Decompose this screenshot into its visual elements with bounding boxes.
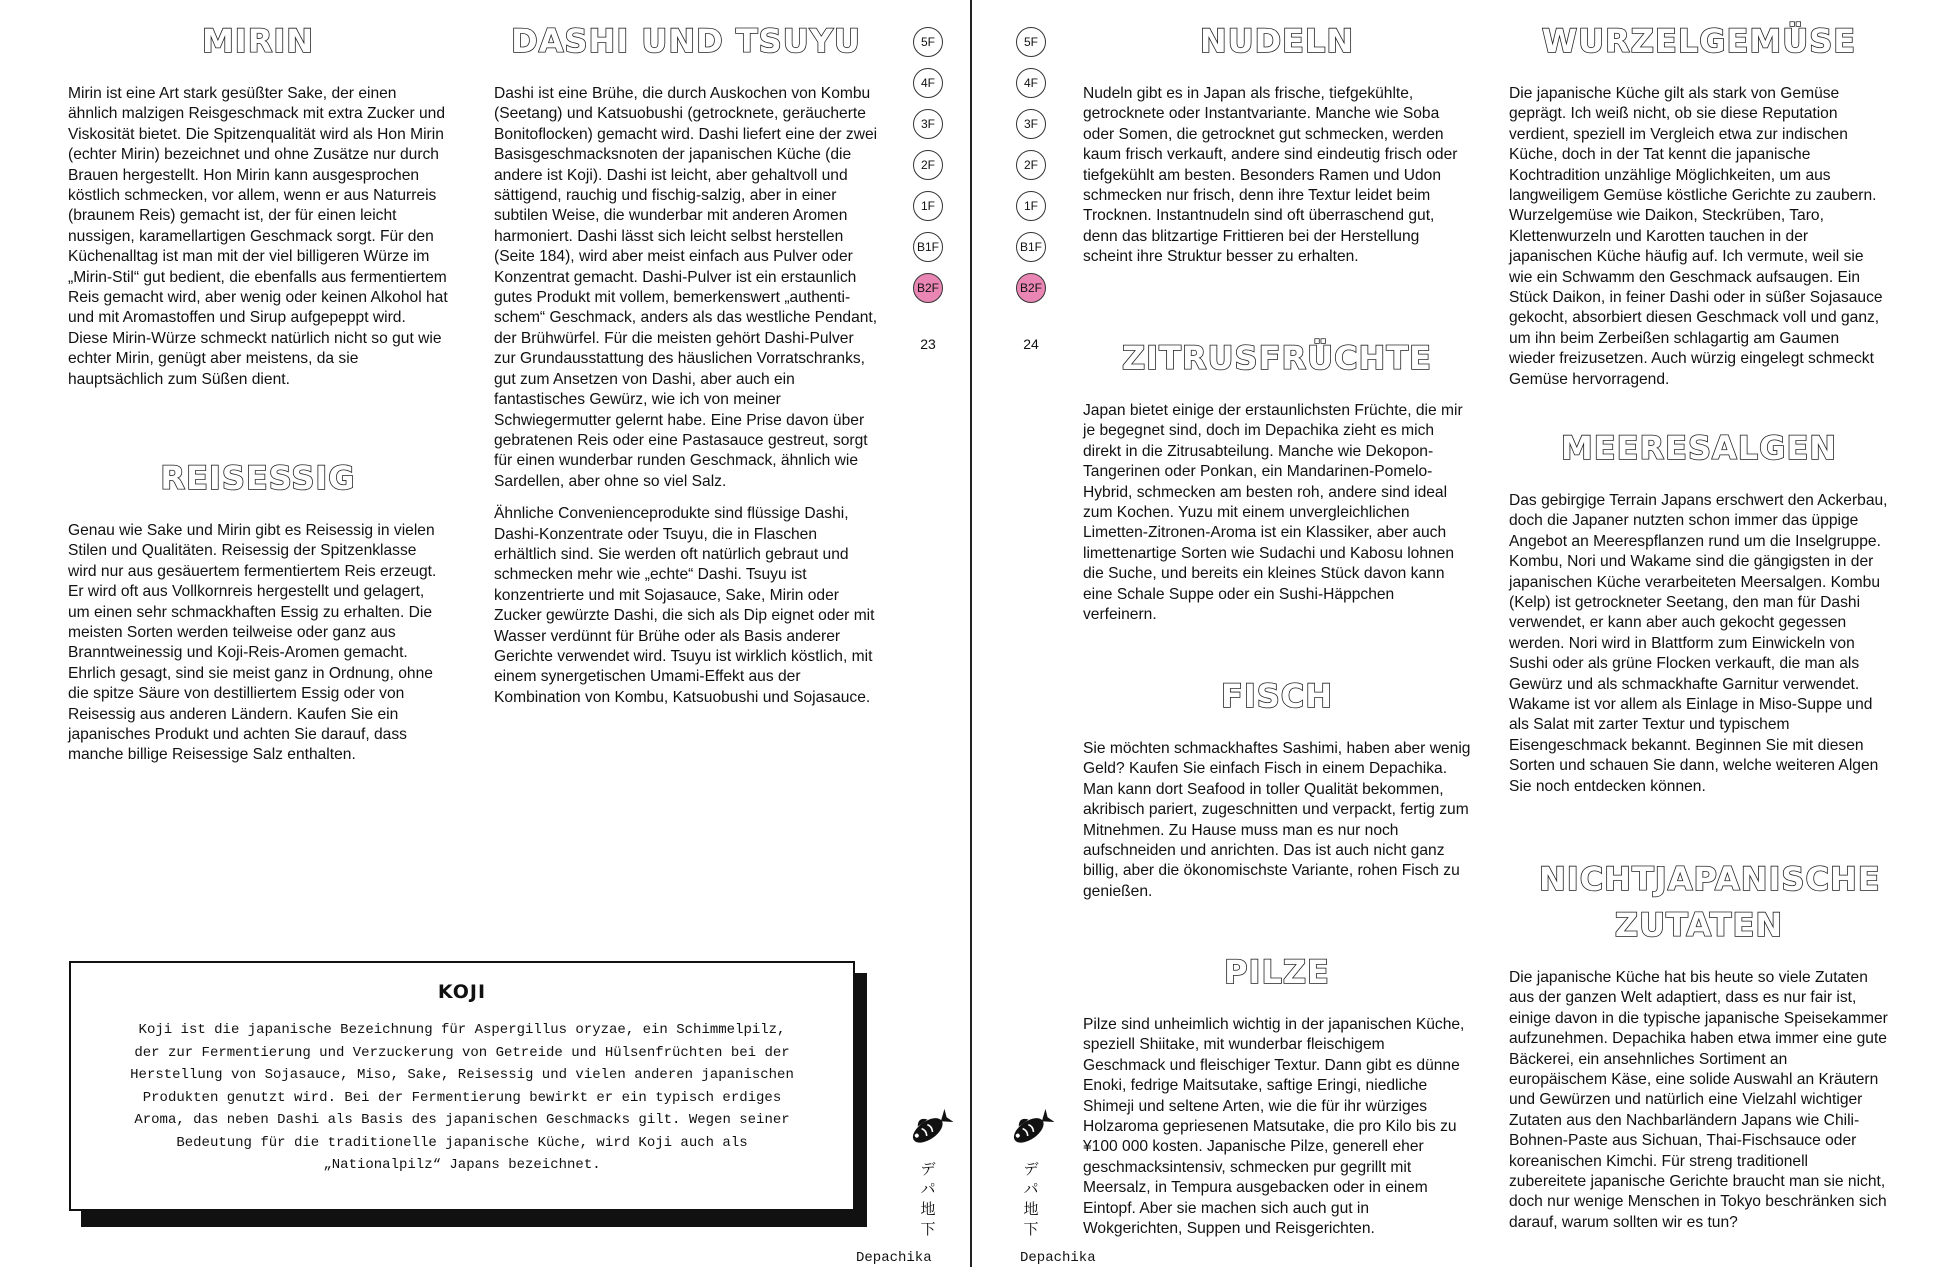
algen-section — [1509, 425, 1889, 809]
wurzel-section — [1509, 18, 1889, 402]
dashi-text-2: Ähnliche Convenienceprodukte sind flüssige Dashi, Dashi-Konzentrate oder Tsuyu, die in Flaschen erhältlich sind. Sie werden oft natürlich gebraut und schmecken mehr wie „echte“ Dashi. Tsuyu ist konzentrierte und mit Sojasauce, Sake, Mirin oder Zucker gewürzte Dashi, die sich als Dip eignet oder mit Wasser verdünnt für Brühe oder als Basis anderer Gerichte verwendet wird. Tsuyu ist wirklich köstlich, mit einem synergetischen Umami-Effekt aus der Kombination von Kombu, Katsuobushi und Sojasauce. — [494, 505, 875, 706]
floor-3f[interactable]: 3F — [913, 109, 943, 139]
reisessig-text: Genau wie Sake und Mirin gibt es Reisessig in vielen Stilen und Qualitäten. Reisessig der Spitzenklasse wird nur aus gesäuertem fermentiertem Reis erzeugt. Er wird oft aus Vollkornreis hergestellt und gelagert, um einen sehr schmackhaften Essig zu erhalten. Die meisten Sorten werden teilweise oder ganz aus Branntweinessig und Koji-Reis-Aromen gemacht. Ehrlich gesagt, sind sie meist ganz in Ordnung, ohne die spitze Säure von destilliertem Essig oder von Reisessig aus anderen Ländern. Kaufen Sie ein japanisches Produkt und achten Sie darauf, dass manche billige Reisessige Salz enthalten. — [68, 522, 437, 764]
koi-fish-icon — [903, 1103, 953, 1155]
floor-1f[interactable]: 1F — [1016, 191, 1046, 221]
vertical-char: パ — [920, 1181, 936, 1198]
floor-2f[interactable]: 2F — [1016, 150, 1046, 180]
koi-fish-icon — [1004, 1103, 1054, 1155]
nichtjap-section — [1509, 856, 1889, 1245]
right-page — [972, 0, 1940, 1267]
floor-nav-right — [1011, 27, 1051, 314]
dashi-heading: DASHI UND TSUYU — [511, 22, 861, 60]
vertical-char: デ — [920, 1161, 936, 1178]
floor-5f[interactable]: 5F — [1016, 27, 1046, 57]
floor-b1f[interactable]: B1F — [913, 232, 943, 262]
pilze-section — [1083, 949, 1471, 1251]
reisessig-heading: REISESSIG — [160, 459, 356, 497]
pilze-text: Pilze sind unheimlich wichtig in der japanischen Küche, speziell Shiitake, mit wunderbar fleischigem Geschmack und fleischiger Textur. Dann gibt es dünne Enoki, fedrige Maitsutake, saftige Eringi, niedliche Shimeji und seltene Arten, wie die für ihr würziges Holzaroma gepriesenen Matsutake, die pro Kilo bis zu ¥100 000 kosten. Japanische Pilze, generell eher geschmacksintensiv, schmecken pur gegrillt mit Meersalz, in Tempura ausgebacken oder in einem Eintopf. Aber sie machen sich auch gut in Wokgerichten, Suppen und Reisgerichten. — [1083, 1016, 1465, 1238]
zitrus-text: Japan bietet einige der erstaunlichsten Früchte, die mir je begegnet sind, doch im Depachika zieht es mich direkt in die Zitrusabteilung. Manche wie Dekopon-Tangerinen oder Ponkan, ein Mandarinen-Pomelo-Hybrid, schmecken am besten roh, andere sind ideal zum Kochen. Yuzu mit einem unvergleichlichen Limetten-Zitronen-Aroma ist ein Klassiker, aber auch limettenartige Sorten wie Sudachi und Kabosu lohnen die Suche, und bereits ein kleines Stück davon kann eine Schale Suppe oder ein Sushi-Häppchen verfeinern. — [1083, 402, 1463, 624]
nudeln-text: Nudeln gibt es in Japan als frische, tiefgekühlte, getrocknete oder Instantvariante. Manche wie Soba oder Somen, die getrocknet gut schmecken, werden kaum frisch verkauft, andere sind eindeutig frisch oder tiefgekühlt am besten. Besonders Ramen und Udon schmecken nur frisch, denn ihre Textur leidet beim Trocknen. Instantnudeln sind oft überraschend gut, denn das blitzartige Frittieren bei der Herstellung scheint ihre Struktur besser zu erhalten. — [1083, 85, 1458, 266]
vertical-char: パ — [1023, 1181, 1039, 1198]
fisch-heading: FISCH — [1220, 677, 1334, 715]
zitrus-heading: ZITRUSFRÜCHTE — [1121, 339, 1433, 377]
fisch-section — [1083, 673, 1471, 914]
algen-text: Das gebirgige Terrain Japans erschwert den Ackerbau, doch die Japaner nutzten schon immer das üppige Angebot an Meerespflanzen rund um die Inselgruppe. Kombu, Nori und Wakame sind die gängigsten in der japanischen Küche verarbeiteten Meersalgen. Kombu (Kelp) ist getrockneter Seetang, den man für Dashi verwendet, er kann aber auch gekocht gegessen werden. Nori wird in Blattform zum Einwickeln von Sushi oder als grüne Flocken verkauft, die man als Gewürz und als schmackhafte Garnitur verwendet. Wakame ist vor allem als Einlage in Miso-Suppe und als Salat mit zarter Textur und typischem Eisengeschmack bekannt. Beginnen Sie mit diesen Sorten und schauen Sie dann, welche weiteren Algen Sie noch entdecken können. — [1509, 492, 1888, 795]
footer-label-left: Depachika — [856, 1250, 932, 1266]
dashi-text-1: Dashi ist eine Brühe, die durch Auskochen von Kombu (Seetang) und Katsuobushi (getrocknete, geräucherte Bonitoflocken) gemacht wird. Dashi liefert eine der zwei Basisgeschmacksnoten der japanischen Küche (die andere ist Koji). Dashi ist leicht, aber gehaltvoll und sättigend, rauchig und fischig-salzig, aber in einer subtilen Weise, die wunderbar mit anderen Aromen harmoniert. Dashi lässt sich leicht selbst herstellen (Seite 184), wird aber meist einfach aus Pulver oder Konzentrat gemacht. Dashi-Pulver ist ein erstaunlich gutes Produkt mit vollem, bemerkenswert „authentischem“ Geschmack, anders als das westliche Pendant, der Brühwürfel. Für die meisten gehört Dashi-Pulver zur Grundausstattung des häuslichen Vorratschranks, gut zum Ansetzen von Dashi, aber auch ein fantastisches Gewürz, wie ich von meiner Schwiegermutter gelernt habe. Eine Prise davon über gebratenen Reis oder eine Pastasauce gestreut, sorgt für einen wunderbar runden Geschmack, ähnlich wie Sardellen, aber ohne so viel Salz. — [494, 85, 878, 490]
floor-2f[interactable]: 2F — [913, 150, 943, 180]
vertical-char: 下 — [1023, 1221, 1039, 1238]
floor-1f[interactable]: 1F — [913, 191, 943, 221]
vertical-char: 地 — [920, 1201, 936, 1218]
mirin-section — [68, 18, 448, 402]
page-number: 24 — [1023, 336, 1039, 352]
wurzel-text: Die japanische Küche gilt als stark von Gemüse geprägt. Ich weiß nicht, ob sie diese Reputation verdient, speziell im Vergleich etwa zur indischen Küche, doch in der Tat kennt die japanische Kochtradition unzählige Möglichkeiten, um aus langweiligem Gemüse köstliche Gerichte zu zaubern. Wurzelgemüse wie Daikon, Steckrüben, Taro, Klettenwurzeln und Karotten tauchen in der japanischen Küche häufig auf. Ich vermute, weil sie wie ein Schwamm den Geschmack aufsaugen. Ein Stück Daikon, in feiner Dashi oder in süßer Sojasauce gekocht, absorbiert diesen Geschmack voll und ganz, um ihn beim Zerbeißen schlagartig am Gaumen wieder freizusetzen. Auch würzig eingelegt schmeckt Gemüse hervorragend. — [1509, 85, 1883, 388]
mirin-heading: MIRIN — [201, 22, 315, 60]
koji-text: Koji ist die japanische Bezeichnung für Aspergillus oryzae, ein Schimmelpilz, der zur Fermentierung und Verzuckerung von Getreide und Hülsenfrüchten bei der Herstellung von Sojasauce, Miso, Sake, Reisessig und vielen anderen japanischen Produkten genutzt wird. Bei der Fermentierung bewirkt er ein typisch erdiges Aroma, das neben Dashi als Basis des japanischen Geschmacks gilt. Wegen seiner Bedeutung für die traditionelle japanische Küche, wird Koji auch als „Nationalpilz“ Japans bezeichnet. — [130, 1022, 794, 1173]
koji-title: KOJI — [437, 981, 487, 1003]
floor-b2f[interactable]: B2F — [1016, 273, 1046, 303]
nudeln-section — [1083, 18, 1471, 280]
nudeln-heading: NUDELN — [1199, 22, 1355, 60]
vertical-char: 下 — [920, 1221, 936, 1238]
mirin-text: Mirin ist eine Art stark gesüßter Sake, der einen ähnlich malzigen Reisgeschmack mit extra Zucker und Viskosität bietet. Die Spitzenqualität wird als Hon Mirin (echter Mirin) bezeichnet und ohne Zusätze nur durch Brauen hergestellt. Hon Mirin kann ausgesprochen köstlich schmecken, vor allem, wenn er aus Naturreis (braunem Reis) gemacht ist, der für einen leicht nussigen, karamellartigen Geschmack sorgt. Für den Küchenalltag ist man mit der viel billigeren Würze im „Mirin-Stil“ gut bedient, die ebenfalls aus fermentiertem Reis gemacht wird, aber wenig oder keinen Alkohol hat und mit Aromastoffen und Sirup aufgepeppt wird. Diese Mirin-Würze schmeckt natürlich nicht so gut wie echter Mirin, genügt aber meistens, da sie hauptsächlich zum Süßen dient. — [68, 85, 448, 388]
nichtjap-heading: NICHTJAPANISCHE ZUTATEN — [1539, 860, 1881, 944]
algen-heading: MEERESALGEN — [1560, 429, 1838, 467]
nichtjap-text: Die japanische Küche hat bis heute so viele Zutaten aus der ganzen Welt adaptiert, dass es nur fair ist, einige davon in die typische japanische Speisekammer aufzunehmen. Depachika haben etwa immer eine gute Bäckerei, ein ansehnliches Sortiment an europäischem Käse, eine solide Auswahl an Kräutern und Gewürzen und natürlich eine Vielzahl wichtiger Zutaten aus den Nachbarländern Japans wie Chili-Bohnen-Paste aus Sichuan, Thai-Fischsauce oder koreanischen Kimchi. Für streng traditionell zubereitete japanische Gerichte braucht man sie nicht, doch nur wenige Menschen in Tokyo beschränken sich darauf, warum sollten wir es tun? — [1509, 969, 1888, 1231]
page-number: 23 — [920, 336, 936, 352]
floor-4f[interactable]: 4F — [913, 68, 943, 98]
footer-label-right: Depachika — [1020, 1250, 1096, 1266]
wurzel-heading: WURZELGEMÜSE — [1541, 22, 1857, 60]
vertical-label-left — [916, 1160, 940, 1240]
dashi-section — [494, 18, 878, 720]
vertical-label-right — [1019, 1160, 1043, 1240]
vertical-char: 地 — [1023, 1201, 1039, 1218]
floor-b1f[interactable]: B1F — [1016, 232, 1046, 262]
fisch-text: Sie möchten schmackhaftes Sashimi, haben aber wenig Geld? Kaufen Sie einfach Fisch in einem Depachika. Man kann dort Seafood in toller Qualität bekommen, akribisch pariert, zugeschnitten und verpackt, fertig zum Mitnehmen. Zu Hause muss man es nur noch aufschneiden und anrichten. Das ist auch nicht ganz billig, aber die ökonomischste Variante, rohen Fisch zu genießen. — [1083, 740, 1471, 900]
floor-nav-left — [908, 27, 948, 314]
floor-3f[interactable]: 3F — [1016, 109, 1046, 139]
vertical-char: デ — [1023, 1161, 1039, 1178]
pilze-heading: PILZE — [1224, 953, 1330, 991]
zitrus-section — [1083, 335, 1471, 637]
floor-b2f[interactable]: B2F — [913, 273, 943, 303]
floor-5f[interactable]: 5F — [913, 27, 943, 57]
reisessig-section — [68, 455, 448, 778]
floor-4f[interactable]: 4F — [1016, 68, 1046, 98]
koji-box — [69, 961, 855, 1211]
